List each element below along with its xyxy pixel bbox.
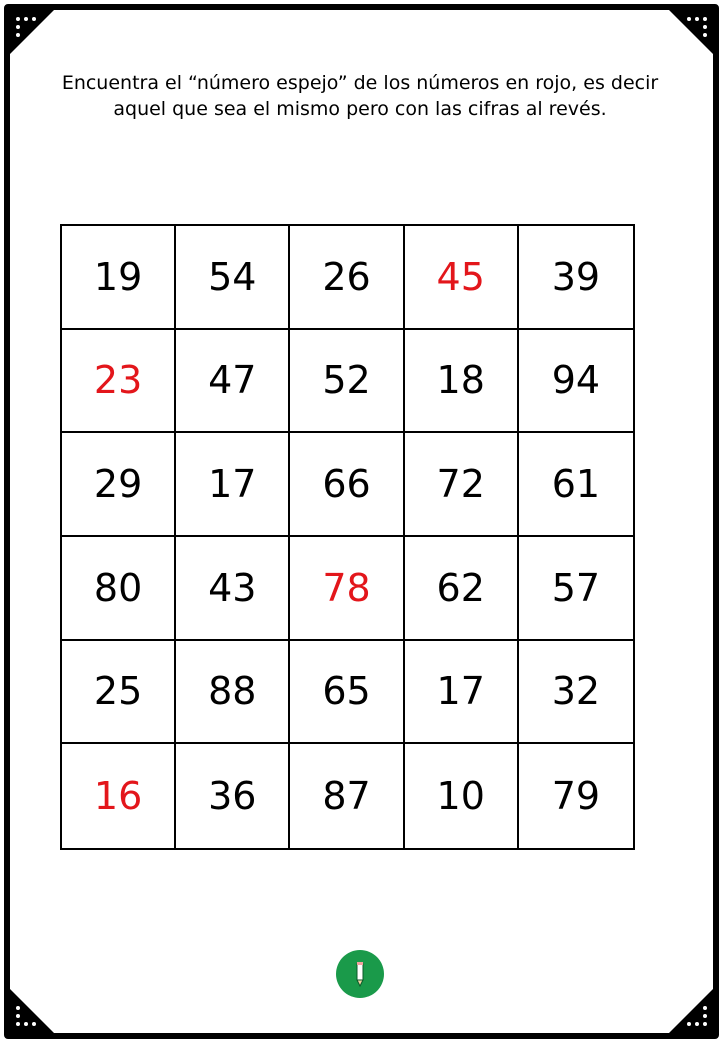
corner-decoration-icon [669, 10, 713, 54]
grid-cell-number[interactable]: 87 [290, 744, 404, 848]
grid-cell-number[interactable]: 62 [405, 537, 519, 641]
grid-cell-number[interactable]: 10 [405, 744, 519, 848]
corner-decoration-icon [669, 989, 713, 1033]
grid-cell-number[interactable]: 47 [176, 330, 290, 434]
grid-cell-target-number[interactable]: 78 [290, 537, 404, 641]
grid-cell-number[interactable]: 52 [290, 330, 404, 434]
grid-cell-number[interactable]: 43 [176, 537, 290, 641]
grid-cell-number[interactable]: 18 [405, 330, 519, 434]
grid-cell-number[interactable]: 32 [519, 641, 633, 745]
grid-cell-number[interactable]: 36 [176, 744, 290, 848]
grid-cell-number[interactable]: 25 [62, 641, 176, 745]
grid-cell-number[interactable]: 66 [290, 433, 404, 537]
grid-cell-number[interactable]: 80 [62, 537, 176, 641]
corner-decoration-icon [10, 989, 54, 1033]
grid-cell-number[interactable]: 29 [62, 433, 176, 537]
grid-cell-target-number[interactable]: 23 [62, 330, 176, 434]
grid-cell-number[interactable]: 57 [519, 537, 633, 641]
grid-cell-target-number[interactable]: 16 [62, 744, 176, 848]
grid-cell-number[interactable]: 61 [519, 433, 633, 537]
number-grid [60, 224, 635, 850]
grid-cell-number[interactable]: 88 [176, 641, 290, 745]
grid-cell-number[interactable]: 79 [551, 774, 601, 819]
corner-decoration-icon [10, 10, 54, 54]
pencil-logo-icon [336, 950, 384, 998]
grid-cell-number[interactable]: 19 [62, 226, 176, 330]
grid-cell-number[interactable]: 17 [176, 433, 290, 537]
grid-cell-number[interactable]: 65 [290, 641, 404, 745]
grid-cell-target-number[interactable]: 45 [405, 226, 519, 330]
instructions-text: Encuentra el “número espejo” de los números en rojo, es decir aquel que sea el mismo pero con las cifras al revés. [61, 72, 659, 120]
grid-cell-number[interactable]: 72 [405, 433, 519, 537]
grid-cell-number[interactable]: 17 [405, 641, 519, 745]
grid-cell-number[interactable]: 54 [176, 226, 290, 330]
grid-cell-number[interactable]: 39 [519, 226, 633, 330]
grid-cell-number[interactable]: 94 [519, 330, 633, 434]
grid-cell-number[interactable]: 26 [290, 226, 404, 330]
